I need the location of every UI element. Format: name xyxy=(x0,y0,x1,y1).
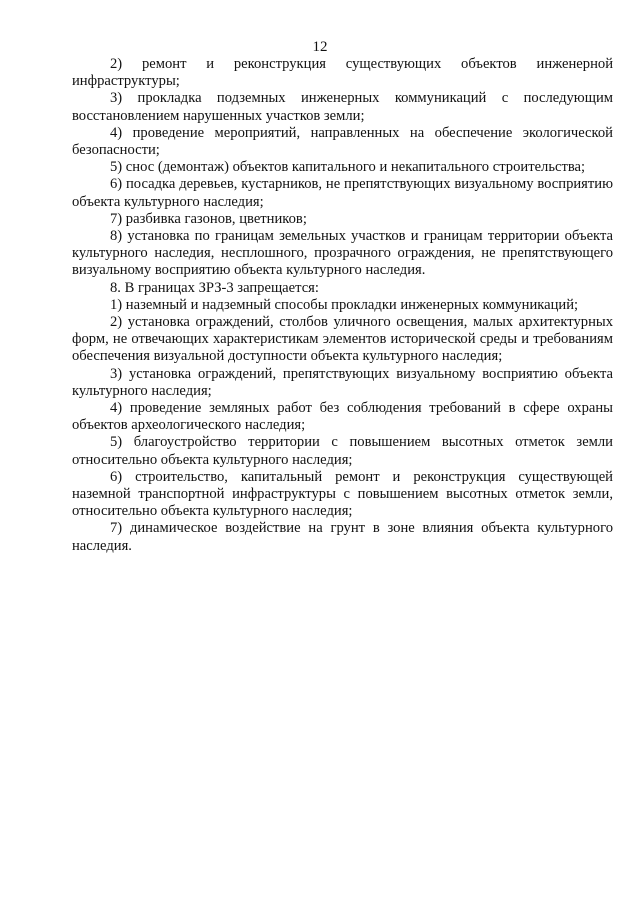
list-item: 8) установка по границам земельных участков и границам территории объекта культурного наследия, несплошного, прозрачного ограждения, не препятствующего визуальному восприятию объекта культурного наследия. xyxy=(72,228,613,279)
list-item: 2) установка ограждений, столбов уличного освещения, малых архитектурных форм, не отвечающих характеристикам элементов исторической среды и требованиям обеспечения визуальной доступности объекта культурного наследия; xyxy=(72,314,613,365)
list-item: 6) строительство, капитальный ремонт и реконструкция существующей наземной транспортной инфраструктуры с повышением высотных отметок земли, относительно объекта культурного наследия; xyxy=(72,468,613,520)
list-item: 6) посадка деревьев, кустарников, не препятствующих визуальному восприятию объекта культурного наследия; xyxy=(72,176,613,210)
document-body xyxy=(72,56,613,555)
list-item: 3) прокладка подземных инженерных коммуникаций с последующим восстановлением нарушенных участков земли; xyxy=(72,90,613,124)
list-item: 5) снос (демонтаж) объектов капитального и некапитального строительства; xyxy=(110,159,586,176)
list-item: 1) наземный и надземный способы прокладки инженерных коммуникаций; xyxy=(110,296,579,313)
list-item: 7) динамическое воздействие на грунт в зоне влияния объекта культурного наследия. xyxy=(72,520,613,554)
list-item: 5) благоустройство территории с повышением высотных отметок земли относительно объекта культурного наследия; xyxy=(72,434,613,468)
list-item: 2) ремонт и реконструкция существующих объектов инженерной инфраструктуры; xyxy=(72,56,613,90)
list-item: 4) проведение земляных работ без соблюдения требований в сфере охраны объектов археологического наследия; xyxy=(72,400,613,434)
list-item: 4) проведение мероприятий, направленных на обеспечение экологической безопасности; xyxy=(72,124,613,159)
section-heading: 8. В границах ЗРЗ-3 запрещается: xyxy=(110,279,319,296)
page-number: 12 xyxy=(312,39,328,55)
list-item: 7) разбивка газонов, цветников; xyxy=(110,210,307,227)
list-item: 3) установка ограждений, препятствующих визуальному восприятию объекта культурного наследия; xyxy=(72,365,613,399)
